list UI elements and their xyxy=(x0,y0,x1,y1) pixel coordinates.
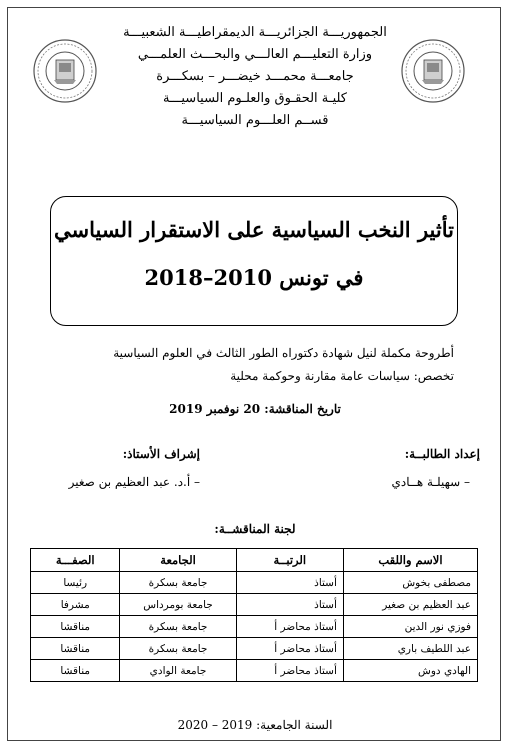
header-name: الاسم واللقب xyxy=(343,549,477,572)
department-name: قســم العلـــوم السياسيـــة xyxy=(181,113,329,128)
committee-table xyxy=(30,548,478,682)
header-role: الصفـــة xyxy=(31,549,120,572)
thesis-title-box xyxy=(50,196,458,326)
thesis-description: أطروحة مكملة لنيل شهادة دكتوراه الطور الثالث في العلوم السياسية xyxy=(113,346,454,360)
university-name: جامعـــة محمـــد خيضـــر – بسكـــرة xyxy=(156,69,354,84)
thesis-title-line1: تأثير النخب السياسية على الاستقرار السياسي xyxy=(54,217,454,242)
committee-title: لجنة المناقشــة: xyxy=(214,522,296,536)
member-name: فوزي نور الدين xyxy=(343,616,477,638)
member-rank: أستاذ محاضر أ xyxy=(236,616,343,638)
table-row xyxy=(31,594,478,616)
member-role: مناقشا xyxy=(31,638,120,660)
thesis-specialty: تخصص: سياسات عامة مقارنة وحوكمة محلية xyxy=(230,369,454,383)
member-university: جامعة بومرداس xyxy=(120,594,236,616)
member-university: جامعة بسكرة xyxy=(120,638,236,660)
member-role: مناقشا xyxy=(31,616,120,638)
ministry-name: وزارة التعليـــم العالـــي والبحـــث العلمـــي xyxy=(137,47,373,62)
committee-table-header xyxy=(31,549,478,572)
supervisor-name: – أ.د. عبد العظيم بن صغير xyxy=(68,475,200,489)
table-row xyxy=(31,660,478,682)
header-university: الجامعة xyxy=(120,549,236,572)
discussion-date-label: تاريخ المناقشة: xyxy=(264,402,341,416)
member-university: جامعة بسكرة xyxy=(120,616,236,638)
member-university: جامعة بسكرة xyxy=(120,572,236,594)
prepared-by-label: إعداد الطالبــة: xyxy=(404,447,480,461)
thesis-title-line2: في تونس 2010–2018 xyxy=(144,265,364,290)
member-rank: أستاذ xyxy=(236,594,343,616)
member-role: مشرفا xyxy=(31,594,120,616)
university-emblem-left-icon xyxy=(32,38,98,104)
academic-year: السنة الجامعية: 2019 – 2020 xyxy=(177,718,333,732)
institution-header xyxy=(110,22,400,132)
member-university: جامعة الوادي xyxy=(120,660,236,682)
member-role: مناقشا xyxy=(31,660,120,682)
member-rank: أستاذ xyxy=(236,572,343,594)
table-row xyxy=(31,572,478,594)
member-name: مصطفى بخوش xyxy=(343,572,477,594)
student-name: – سهيلـة هــادي xyxy=(391,475,470,489)
republic-name: الجمهوريـــة الجزائريـــة الديمقراطيـــة الشعبيـــة xyxy=(123,25,387,40)
member-name: الهادي دوش xyxy=(343,660,477,682)
header-rank: الرتبــة xyxy=(236,549,343,572)
discussion-date xyxy=(0,402,510,416)
supervisor-label: إشراف الأستاذ: xyxy=(122,447,200,461)
discussion-date-value: 20 نوفمبر 2019 xyxy=(169,402,261,416)
university-emblem-right-icon xyxy=(400,38,466,104)
table-row xyxy=(31,638,478,660)
member-role: رئيسا xyxy=(31,572,120,594)
table-row xyxy=(31,616,478,638)
member-name: عبد اللطيف باري xyxy=(343,638,477,660)
faculty-name: كليـة الحقـوق والعلـوم السياسيـــة xyxy=(162,91,347,106)
member-name: عبد العظيم بن صغير xyxy=(343,594,477,616)
member-rank: أستاذ محاضر أ xyxy=(236,638,343,660)
member-rank: أستاذ محاضر أ xyxy=(236,660,343,682)
